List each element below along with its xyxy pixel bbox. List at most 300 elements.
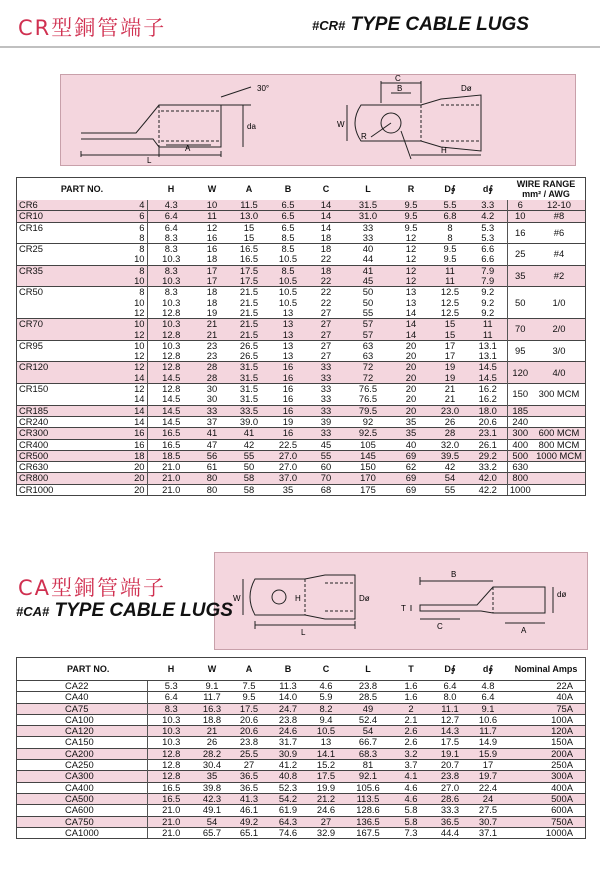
cr-cell: 12.5 xyxy=(431,287,469,298)
ca-cell: 41.3 xyxy=(229,793,269,804)
cr-cell: 15 xyxy=(229,222,269,233)
cr-cell: 8.3 xyxy=(147,233,195,244)
cr-cell: CR10 xyxy=(17,211,81,222)
ca-cell: 27 xyxy=(229,760,269,771)
cr-cell: 20 xyxy=(391,340,431,351)
cr-cell: 20 xyxy=(391,405,431,416)
ca-table-row xyxy=(17,748,585,759)
cr-cell: 44 xyxy=(362,254,374,265)
cr-cell: 27 xyxy=(307,340,345,351)
cr-table-row xyxy=(17,265,585,276)
ca-header-b: B xyxy=(284,663,292,674)
cr-cell: 12.8 xyxy=(147,384,195,395)
ca-cell: 4.6 xyxy=(307,681,345,692)
cr-cell: 19 xyxy=(431,373,469,384)
ca-cell: 4.6 xyxy=(391,793,431,804)
cr-cell: 22.5 xyxy=(269,439,307,450)
cr-cell: 12.8 xyxy=(147,362,195,373)
cr-cell-awg xyxy=(533,416,585,427)
ca-cell: CA300 xyxy=(17,771,147,782)
ca-cell: 30.9 xyxy=(269,748,307,759)
ca-cell: 16.3 xyxy=(195,703,229,714)
cr-cell: 8 xyxy=(139,232,145,243)
cr-cell: CR300 xyxy=(17,428,81,439)
ca-cell: CA100 xyxy=(17,714,147,725)
cr-cell: 27 xyxy=(307,319,345,330)
cr-cell: 14 xyxy=(81,373,147,384)
cr-cell: 21.5 xyxy=(229,287,269,298)
ca-cell: 46.1 xyxy=(229,805,269,816)
ca-cell: 64.3 xyxy=(269,816,307,827)
ca-cell: 20.6 xyxy=(229,726,269,737)
cr-cell: 55 xyxy=(431,484,469,495)
ca-cell: 61.9 xyxy=(269,805,307,816)
cr-cell-awg xyxy=(533,462,585,473)
ca-cell: 20.7 xyxy=(431,760,469,771)
cr-cell: 175 xyxy=(345,484,391,495)
ca-cell: 26 xyxy=(195,737,229,748)
cr-cell: 13 xyxy=(269,340,307,351)
cr-cell: 21.0 xyxy=(147,462,195,473)
ca-cell: 21.2 xyxy=(307,793,345,804)
ca-cell: 12.8 xyxy=(147,771,195,782)
ca-cell: 4.1 xyxy=(391,771,431,782)
cr-cell: 27 xyxy=(320,307,332,318)
cr-table-row xyxy=(17,244,585,255)
cr-cell: 9.5 xyxy=(391,222,431,233)
ca-cell: 32.9 xyxy=(307,827,345,838)
cr-header-h: H xyxy=(167,183,175,194)
ca-cell: 19.7 xyxy=(469,771,507,782)
cr-cell: CR95 xyxy=(17,340,81,351)
cr-cell: 58 xyxy=(229,473,269,484)
ca-cell: 8.0 xyxy=(431,692,469,703)
cr-cell: 27 xyxy=(307,330,345,341)
cr-cell: 50 xyxy=(362,297,374,308)
ca-cell: 10.5 xyxy=(307,726,345,737)
cr-table-row xyxy=(17,484,585,495)
cr-cell: 14.5 xyxy=(147,405,195,416)
cr-cell-awg: #2 xyxy=(533,265,585,287)
cr-cell-awg: 1000 MCM xyxy=(533,450,585,461)
cr-cell xyxy=(17,373,81,384)
cr-cell: 11 xyxy=(431,276,469,287)
ca-cell: 52.4 xyxy=(345,714,391,725)
ca-cell: 4.8 xyxy=(469,681,507,692)
ca-table-row xyxy=(17,793,585,804)
cr-cell: 21 xyxy=(195,319,229,330)
cr-cell: 10.3 xyxy=(147,340,195,351)
cr-cell: 12.8 xyxy=(147,308,195,319)
ca-cell: 22A xyxy=(507,681,585,692)
cr-cell: 60 xyxy=(307,462,345,473)
cr-angle-label: 30° xyxy=(257,84,270,93)
cr-cell: 76.5 xyxy=(358,394,378,405)
cr-cell: 22 xyxy=(320,254,332,265)
cr-title-rule xyxy=(0,46,600,48)
ca-spec-table-frame xyxy=(16,657,586,839)
cr-cell: 61 xyxy=(195,462,229,473)
ca-table-row xyxy=(17,692,585,703)
cr-header-row xyxy=(17,178,585,200)
cr-cell: 11 xyxy=(195,211,229,222)
cr-cell xyxy=(17,276,81,287)
cr-cell: 10.5 xyxy=(269,287,307,298)
cr-cell: 21.0 xyxy=(147,484,195,495)
ca-label-t: T xyxy=(401,604,406,613)
cr-cell: 22 xyxy=(320,297,332,308)
cr-cell xyxy=(17,394,81,405)
cr-cell-mm2: 70 xyxy=(507,319,533,341)
cr-cell: 37.0 xyxy=(269,473,307,484)
cr-label-r: R xyxy=(361,132,367,141)
cr-cell-awg: 800 MCM xyxy=(533,439,585,450)
ca-header-w: W xyxy=(207,663,217,674)
cr-cell: 13.0 xyxy=(229,211,269,222)
cr-cell: 12.8 xyxy=(147,351,195,362)
ca-cell: 44.4 xyxy=(431,827,469,838)
cr-cell: 21 xyxy=(444,394,456,405)
cr-cell: CR630 xyxy=(17,462,81,473)
cr-cell: 54 xyxy=(431,473,469,484)
cr-cell: 14 xyxy=(405,307,417,318)
cr-cell: 6.5 xyxy=(269,200,307,211)
cr-cell: 76.5 xyxy=(345,384,391,395)
ca-cell: 27.0 xyxy=(431,782,469,793)
ca-cell: CA22 xyxy=(17,681,147,692)
cr-cell: 8.5 xyxy=(269,265,307,276)
cr-cell: 17.5 xyxy=(229,276,269,287)
cr-cell: 14 xyxy=(307,200,345,211)
cr-cell: 31.5 xyxy=(239,394,259,405)
cr-cell: 18 xyxy=(307,244,345,255)
ca-table-body xyxy=(17,681,585,839)
ca-cell: CA600 xyxy=(17,805,147,816)
cr-table-row xyxy=(17,233,585,244)
cr-cell: 20 xyxy=(81,473,147,484)
cr-cell: 16.5 xyxy=(147,428,195,439)
cr-cell: 41 xyxy=(229,428,269,439)
ca-cell: 5.8 xyxy=(391,816,431,827)
cr-cell: 145 xyxy=(345,450,391,461)
cr-table-row xyxy=(17,428,585,439)
ca-cell: 12.8 xyxy=(147,748,195,759)
cr-cell: 6 xyxy=(81,222,147,233)
cr-cell: 20 xyxy=(391,373,431,384)
cr-cell: 26 xyxy=(431,416,469,427)
ca-cell: 27.5 xyxy=(469,805,507,816)
ca-label-dphi: Dø xyxy=(359,594,370,603)
cr-cell: 31.5 xyxy=(229,373,269,384)
cr-cell-awg: 3/0 xyxy=(533,340,585,362)
ca-cell: 9.1 xyxy=(195,681,229,692)
cr-cell: 17 xyxy=(431,340,469,351)
cr-cell xyxy=(17,308,81,319)
ca-cell: 19.1 xyxy=(431,748,469,759)
ca-cell: 36.5 xyxy=(229,771,269,782)
ca-cell: 74.6 xyxy=(269,827,307,838)
ca-cell: 6.4 xyxy=(469,692,507,703)
cr-cell-awg: #6 xyxy=(533,222,585,244)
cr-cell: 21.5 xyxy=(239,307,259,318)
ca-cell: 23.8 xyxy=(229,737,269,748)
cr-cell-mm2: 6 xyxy=(507,200,533,211)
ca-cell: 12.8 xyxy=(147,760,195,771)
ca-cell: 11.1 xyxy=(431,703,469,714)
ca-cell: 23.8 xyxy=(431,771,469,782)
ca-table-row xyxy=(17,827,585,838)
cr-cell-mm2: 185 xyxy=(507,405,533,416)
cr-cell: 17.5 xyxy=(229,265,269,276)
ca-cell: 18.8 xyxy=(195,714,229,725)
cr-cell: 21 xyxy=(195,330,229,341)
cr-cell: 10.3 xyxy=(147,254,195,265)
cr-cell: 14 xyxy=(307,222,345,233)
cr-cell: 20 xyxy=(81,462,147,473)
cr-cell: 45 xyxy=(307,439,345,450)
ca-cell: 30.7 xyxy=(469,816,507,827)
cr-cell: 8 xyxy=(81,287,147,298)
ca-cell: 14.9 xyxy=(469,737,507,748)
cr-cell: 5.5 xyxy=(431,200,469,211)
ca-cell: CA750 xyxy=(17,816,147,827)
ca-cell: CA40 xyxy=(17,692,147,703)
cr-cell: 10.5 xyxy=(269,276,307,287)
cr-cell: 42 xyxy=(431,462,469,473)
cr-cell: 12 xyxy=(195,222,229,233)
cr-cell: 14.5 xyxy=(469,373,507,384)
cr-cell: 16 xyxy=(269,362,307,373)
cr-cell: 3.3 xyxy=(469,200,507,211)
ca-cell: 24.6 xyxy=(307,805,345,816)
cr-cell xyxy=(17,233,81,244)
ca-cell: 167.5 xyxy=(345,827,391,838)
cr-cell: 16.5 xyxy=(229,244,269,255)
cr-cell: 170 xyxy=(345,473,391,484)
cr-cell: CR500 xyxy=(17,450,81,461)
cr-cell: 80 xyxy=(195,484,229,495)
ca-table-row xyxy=(17,816,585,827)
cr-cell: 13 xyxy=(391,287,431,298)
cr-label-a-side: A xyxy=(185,144,191,153)
ca-cell: 11.7 xyxy=(469,726,507,737)
cr-cell: 6.6 xyxy=(481,254,495,265)
cr-cell: 16 xyxy=(269,405,307,416)
ca-label-w: W xyxy=(233,594,241,603)
cr-cell: 14 xyxy=(307,211,345,222)
cr-cell-mm2: 150 xyxy=(507,384,533,406)
ca-cell: 68.3 xyxy=(345,748,391,759)
cr-cell: 33 xyxy=(307,373,345,384)
cr-cell: 9.5 xyxy=(391,211,431,222)
cr-cell: 22 xyxy=(307,287,345,298)
ca-cell: 2 xyxy=(391,703,431,714)
ca-cell: 52.3 xyxy=(269,782,307,793)
cr-cell: 9.5 xyxy=(431,244,469,255)
cr-cell: 55 xyxy=(229,450,269,461)
cr-cell: 18 xyxy=(195,287,229,298)
cr-cell: 31.0 xyxy=(345,211,391,222)
cr-cell: 70 xyxy=(307,473,345,484)
ca-cell: 136.5 xyxy=(345,816,391,827)
ca-cell: 42.3 xyxy=(195,793,229,804)
ca-cell: 200A xyxy=(507,748,585,759)
ca-cell: 100A xyxy=(507,714,585,725)
ca-cell: 105.6 xyxy=(345,782,391,793)
cr-cell: CR6 xyxy=(17,200,81,211)
cr-cell: 33.2 xyxy=(469,462,507,473)
ca-cell: 66.7 xyxy=(345,737,391,748)
cr-cell-awg xyxy=(533,484,585,495)
cr-label-da: da xyxy=(247,122,256,131)
cr-cell: 80 xyxy=(195,473,229,484)
cr-cell: 23.0 xyxy=(431,405,469,416)
cr-cell: 16.2 xyxy=(478,394,497,405)
ca-label-small-d: dø xyxy=(557,590,567,599)
cr-table-row xyxy=(17,211,585,222)
cr-cell: 41 xyxy=(195,428,229,439)
ca-cell: 20.6 xyxy=(229,714,269,725)
cr-cell: 41 xyxy=(345,265,391,276)
cr-cell: 55 xyxy=(307,450,345,461)
ca-table-row xyxy=(17,681,585,692)
ca-cell: 3.2 xyxy=(391,748,431,759)
cr-cell: 29.2 xyxy=(469,450,507,461)
cr-cell: 14.5 xyxy=(147,394,195,405)
cr-table-row xyxy=(17,394,585,405)
cr-cell: 13 xyxy=(282,351,294,362)
ca-cell: 15.2 xyxy=(307,760,345,771)
cr-cell: 8.5 xyxy=(281,232,295,243)
cr-cell: 16 xyxy=(282,394,294,405)
cr-cell: CR400 xyxy=(17,439,81,450)
cr-cell: 45 xyxy=(345,276,391,287)
cr-cell: 31.5 xyxy=(229,362,269,373)
cr-cell: 39.5 xyxy=(431,450,469,461)
cr-cell-awg: #8 xyxy=(533,211,585,222)
cr-cell: 18.0 xyxy=(469,405,507,416)
cr-label-l-side: L xyxy=(147,156,152,165)
cr-header-c: C xyxy=(322,183,330,194)
cr-cell: 15 xyxy=(431,330,469,341)
cr-table-row xyxy=(17,319,585,330)
cr-cell: 6.6 xyxy=(469,244,507,255)
cr-cell: 13 xyxy=(269,330,307,341)
cr-cell: 9.5 xyxy=(443,254,457,265)
cr-cell: 14 xyxy=(81,405,147,416)
ca-cell: 17.5 xyxy=(307,771,345,782)
ca-cell: 10.3 xyxy=(147,714,195,725)
ca-cell: 24.7 xyxy=(269,703,307,714)
cr-header-l: L xyxy=(365,183,371,194)
cr-header-a: A xyxy=(245,183,253,194)
ca-cell: CA75 xyxy=(17,703,147,714)
ca-cell: 65.7 xyxy=(195,827,229,838)
cr-cell: 14 xyxy=(391,319,431,330)
cr-cell: 10.5 xyxy=(278,297,298,308)
ca-cell: 25.5 xyxy=(229,748,269,759)
cr-cell: 4 xyxy=(81,200,147,211)
cr-cell: 15 xyxy=(243,232,255,243)
cr-cell: CR150 xyxy=(17,384,81,395)
cr-cell: 28 xyxy=(431,428,469,439)
cr-cell: 20 xyxy=(391,384,431,395)
cr-table-row xyxy=(17,222,585,233)
ca-cell: 400A xyxy=(507,782,585,793)
ca-cell: 22.4 xyxy=(469,782,507,793)
cr-cell: 8.3 xyxy=(147,244,195,255)
cr-table-row xyxy=(17,276,585,287)
cr-cell: CR50 xyxy=(17,287,81,298)
ca-cell: CA500 xyxy=(17,793,147,804)
cr-cell: 14 xyxy=(134,394,145,405)
cr-cell: 92 xyxy=(345,416,391,427)
ca-cell: 1000A xyxy=(507,827,585,838)
cr-cell: 8.3 xyxy=(147,265,195,276)
cr-cell: 35 xyxy=(391,428,431,439)
cr-title-cn: CR型銅管端子 xyxy=(18,16,167,40)
cr-header-d1: D∮ xyxy=(444,183,456,194)
cr-cell-awg: 12-10 xyxy=(533,200,585,211)
ca-cell: 36.5 xyxy=(431,816,469,827)
ca-cell: 40A xyxy=(507,692,585,703)
cr-header-wire-range xyxy=(507,178,585,200)
ca-cell: 23.8 xyxy=(269,714,307,725)
cr-cell: 11.5 xyxy=(229,200,269,211)
ca-cell: 65.1 xyxy=(229,827,269,838)
cr-cell: 33 xyxy=(307,362,345,373)
cr-cell: 16 xyxy=(269,428,307,439)
cr-cell: 12 xyxy=(134,307,145,318)
cr-cell: 8.3 xyxy=(147,287,195,298)
ca-spec-table xyxy=(17,658,585,838)
cr-cell: 39.0 xyxy=(229,416,269,427)
ca-cell: 7.5 xyxy=(229,681,269,692)
cr-cell: 8 xyxy=(431,222,469,233)
cr-cell: 27.0 xyxy=(269,462,307,473)
cr-cell: 33 xyxy=(307,384,345,395)
ca-cell: 16.5 xyxy=(147,793,195,804)
ca-cell: 14.0 xyxy=(269,692,307,703)
ca-cell: 750A xyxy=(507,816,585,827)
cr-cell: 17 xyxy=(195,265,229,276)
cr-table-row xyxy=(17,351,585,362)
cr-cell: 6.4 xyxy=(147,211,195,222)
ca-cell: 24 xyxy=(469,793,507,804)
cr-cell: 40 xyxy=(391,439,431,450)
ca-table-row xyxy=(17,760,585,771)
cr-cell: 27.0 xyxy=(269,450,307,461)
ca-cell: 81 xyxy=(345,760,391,771)
cr-cell-mm2: 50 xyxy=(507,287,533,319)
ca-cell: CA1000 xyxy=(17,827,147,838)
cr-cell-awg: 300 MCM xyxy=(533,384,585,406)
cr-cell-mm2: 1000 xyxy=(507,484,533,495)
cr-cell-mm2: 800 xyxy=(507,473,533,484)
cr-cell: 72 xyxy=(345,362,391,373)
cr-cell: 5.3 xyxy=(481,232,495,243)
cr-cell: 8 xyxy=(81,244,147,255)
ca-cell: 14.3 xyxy=(431,726,469,737)
cr-cell: 57 xyxy=(345,319,391,330)
cr-cell: 92.5 xyxy=(345,428,391,439)
ca-cell: 9.1 xyxy=(469,703,507,714)
ca-cell: 15.9 xyxy=(469,748,507,759)
cr-table-row xyxy=(17,416,585,427)
ca-header-l: L xyxy=(365,663,371,674)
ca-cell: 2.6 xyxy=(391,737,431,748)
cr-cell: 10 xyxy=(81,340,147,351)
